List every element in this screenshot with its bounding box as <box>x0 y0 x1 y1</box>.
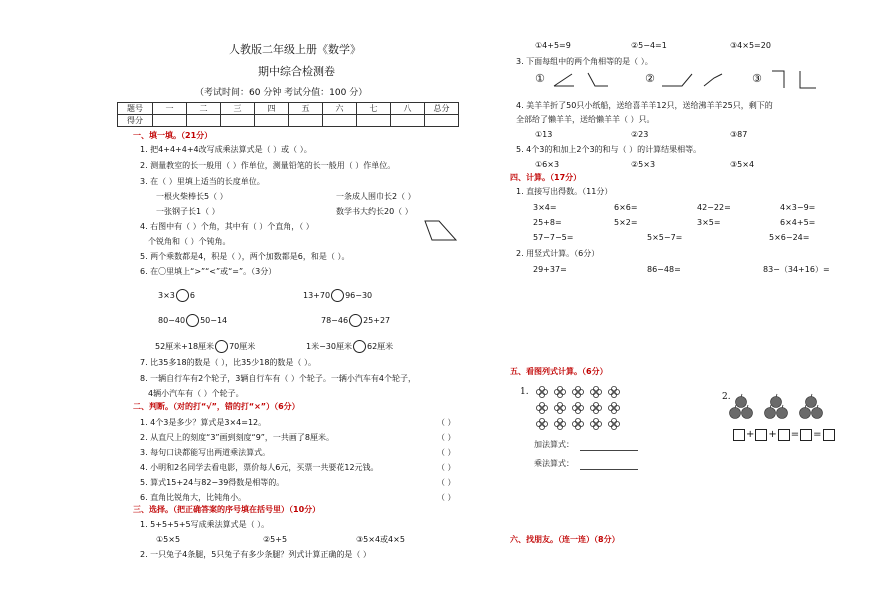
question-1-5: 5. 两个乘数都是4，积是（ ），两个加数都是6，和是（ ）。 <box>140 252 350 261</box>
calc-item: 29+37= <box>533 265 567 274</box>
choice-option: ③5×4 <box>730 160 755 169</box>
compare-right: 62厘米 <box>366 342 394 351</box>
choice-label: ① <box>535 72 545 85</box>
section-5-heading: 五、看图列式计算。（6分） <box>510 367 608 376</box>
judge-item-2: 2. 从直尺上的刻度“3”画到刻度“9”，一共画了8厘米。 <box>140 433 335 442</box>
question-1-2: 2. 测量教室的长一般用（ ）作单位，测量铅笔的长一般用（ ）作单位。 <box>140 161 396 170</box>
question-1-8b: 4辆小汽车有（ ）个轮子。 <box>148 389 244 398</box>
score-cell[interactable] <box>221 115 255 127</box>
choice-option: ①6×3 <box>535 160 560 169</box>
choice-option: ②5−4=1 <box>631 41 667 50</box>
compare-right: 6 <box>189 291 195 300</box>
question-1-3a: 一根火柴棒长5（ ） <box>156 192 228 201</box>
judge-item-6: 6. 直角比锐角大，比钝角小。 <box>140 493 247 502</box>
compare-right: 96−30 <box>345 291 373 300</box>
calc-item: 5×6−24= <box>769 233 810 242</box>
answer-paren[interactable]: （ ） <box>437 418 456 427</box>
exam-info: （考试时间：60 分钟 考试分值：100 分） <box>195 88 368 98</box>
table-cell: 一 <box>153 103 187 115</box>
equals-symbol: = <box>813 429 822 440</box>
answer-box[interactable] <box>823 429 835 441</box>
choice-question-5: 5. 4个3的和加上2个3的和与（ ）的计算结果相等。 <box>516 145 702 154</box>
choice-label: ② <box>645 72 655 85</box>
table-cell: 总分 <box>425 103 459 115</box>
answer-paren[interactable]: （ ） <box>437 433 456 442</box>
choice-option: ②5×3 <box>631 160 656 169</box>
calc-item: 86−48= <box>647 265 681 274</box>
table-cell: 六 <box>323 103 357 115</box>
compare-5 <box>155 340 255 353</box>
answer-box[interactable] <box>800 429 812 441</box>
question-1-7: 7. 比35多18的数是（ ），比35少18的数是（ ）。 <box>140 358 316 367</box>
choice-question-4a: 4. 美羊羊折了50只小纸船，送给喜羊羊12只，送给沸羊羊25只，剩下的 <box>516 101 773 110</box>
table-cell: 三 <box>221 103 255 115</box>
score-cell[interactable] <box>153 115 187 127</box>
compare-right: 70厘米 <box>229 342 256 351</box>
score-cell[interactable] <box>255 115 289 127</box>
choice-option: ①13 <box>535 130 553 139</box>
choice-question-1: 1. 5+5+5+5写成乘法算式是（ ）。 <box>140 520 270 529</box>
choice-option: ②23 <box>631 130 649 139</box>
choice-option: ③87 <box>730 130 748 139</box>
table-cell: 八 <box>391 103 425 115</box>
score-table <box>117 102 459 127</box>
compare-3 <box>158 314 227 327</box>
calc-item: 57−7−5= <box>533 233 574 242</box>
compare-left: 80−40 <box>158 316 186 325</box>
calc-item: 6×6= <box>614 203 638 212</box>
section-3-heading: 三、选择。（把正确答案的序号填在括号里）（10分） <box>133 505 321 514</box>
judge-item-1: 1. 4个3是多少？算式是3×4=12。 <box>140 418 267 427</box>
calc-question-1: 1. 直接写出得数。（11分） <box>516 187 613 196</box>
judge-item-5: 5. 算式15+24与82−39得数是相等的。 <box>140 478 285 487</box>
section-4-heading: 四、计算。（17分） <box>510 173 582 182</box>
question-1-6: 6. 在〇里填上“>”“<”或“=”。（3分） <box>140 267 277 276</box>
choice-label: ③ <box>752 72 762 85</box>
compare-1 <box>158 289 195 302</box>
apple-group-image <box>728 392 828 424</box>
angle-pair-3-icon <box>770 68 820 90</box>
section-6-heading: 六、找朋友。（连一连）（8分） <box>510 535 620 544</box>
calc-item: 42−22= <box>697 203 731 212</box>
question-1-3: 3. 在（ ）里填上适当的长度单位。 <box>140 177 265 186</box>
compare-circle[interactable] <box>331 289 344 302</box>
calc-item: 4×3−9= <box>780 203 816 212</box>
section-1-heading: 一、填一填。（21分） <box>133 131 213 140</box>
page-title: 人教版二年级上册《数学》 <box>229 43 361 56</box>
angle-pair-1-icon <box>550 70 610 88</box>
compare-2 <box>303 289 372 302</box>
table-cell: 四 <box>255 103 289 115</box>
plus-symbol: + <box>746 429 755 440</box>
choice-option: ③5×4或4×5 <box>356 535 405 544</box>
question-1-4a: 4. 右图中有（ ）个角，其中有（ ）个直角，（ ） <box>140 222 314 231</box>
compare-4 <box>321 314 390 327</box>
answer-paren[interactable]: （ ） <box>437 448 456 457</box>
compare-left: 1米−30厘米 <box>306 342 352 351</box>
score-cell[interactable] <box>289 115 323 127</box>
choice-option: ②5+5 <box>263 535 288 544</box>
answer-paren[interactable]: （ ） <box>437 478 456 487</box>
picture-1-label: 1. <box>520 387 529 397</box>
answer-paren[interactable]: （ ） <box>437 463 456 472</box>
compare-left: 52厘米+18厘米 <box>155 342 215 351</box>
choice-option: ①5×5 <box>156 535 181 544</box>
calc-question-2: 2. 用竖式计算。（6分） <box>516 249 600 258</box>
choice-question-3: 3. 下面每组中的两个角相等的是（ ）。 <box>516 57 653 66</box>
compare-circle[interactable] <box>215 340 228 353</box>
score-table-score-row <box>118 115 459 127</box>
page-subtitle: 期中综合检测卷 <box>258 65 335 78</box>
compare-circle[interactable] <box>353 340 366 353</box>
compare-circle[interactable] <box>186 314 199 327</box>
compare-circle[interactable] <box>176 289 189 302</box>
question-1-8a: 8. 一辆自行车有2个轮子，3辆自行车有（ ）个轮子。一辆小汽车有4个轮子， <box>140 374 416 383</box>
table-cell: 题号 <box>118 103 153 115</box>
answer-paren[interactable]: （ ） <box>437 493 456 502</box>
answer-box[interactable] <box>733 429 745 441</box>
section-2-heading: 二、判断。（对的打“√”，错的打“×”）（6分） <box>133 402 300 411</box>
calc-item: 5×5−7= <box>647 233 683 242</box>
answer-box[interactable] <box>778 429 790 441</box>
compare-left: 3×3 <box>158 291 175 300</box>
question-1-3d: 数学书大约长20（ ） <box>336 207 413 216</box>
compare-right: 50−14 <box>200 316 228 325</box>
multiplication-answer-line[interactable] <box>580 461 638 470</box>
choice-option: ③4×5=20 <box>730 41 771 50</box>
score-cell[interactable] <box>323 115 357 127</box>
compare-circle[interactable] <box>349 314 362 327</box>
trapezoid-figure <box>422 220 458 242</box>
question-1-1: 1. 把4+4+4+4改写成乘法算式是（ ）或（ ）。 <box>140 145 312 154</box>
table-cell: 得分 <box>118 115 153 127</box>
compare-6 <box>306 340 393 353</box>
choice-option: ①4+5=9 <box>535 41 571 50</box>
table-cell: 二 <box>187 103 221 115</box>
judge-item-4: 4. 小明和2名同学去看电影，票价每人6元，买票一共要花12元钱。 <box>140 463 379 472</box>
judge-item-3: 3. 每句口诀都能写出两道乘法算式。 <box>140 448 271 457</box>
question-1-4b: 个锐角和（ ）个钝角。 <box>148 237 231 246</box>
compare-right: 25+27 <box>363 316 391 325</box>
addition-label: 加法算式： <box>534 440 574 449</box>
box-equation <box>733 429 835 442</box>
calc-item: 3×4= <box>533 203 557 212</box>
calc-item: 6×4+5= <box>780 218 816 227</box>
calc-item: 83−（34+16）= <box>763 265 830 274</box>
choice-question-2: 2. 一只兔子4条腿，5只兔子有多少条腿？列式计算正确的是（ ） <box>140 550 371 559</box>
addition-answer-line[interactable] <box>580 442 638 451</box>
score-cell[interactable] <box>391 115 425 127</box>
question-1-3b: 一条成人围巾长2（ ） <box>336 192 416 201</box>
calc-item: 3×5= <box>697 218 721 227</box>
table-cell: 七 <box>357 103 391 115</box>
picture-2-label: 2. <box>722 392 731 402</box>
answer-box[interactable] <box>755 429 767 441</box>
question-1-3c: 一张钢子长1（ ） <box>156 207 220 216</box>
equals-symbol: = <box>790 429 800 440</box>
table-cell: 五 <box>289 103 323 115</box>
choice-question-4b: 全部给了懒羊羊，送给懒羊羊（ ）只。 <box>516 115 655 124</box>
score-cell[interactable] <box>425 115 459 127</box>
calc-item: 25+8= <box>533 218 562 227</box>
compare-left: 78−46 <box>321 316 349 325</box>
score-table-header-row <box>118 103 459 115</box>
multiplication-label: 乘法算式： <box>534 459 574 468</box>
score-cell[interactable] <box>187 115 221 127</box>
angle-pair-2-icon <box>660 70 724 88</box>
plus-symbol: + <box>768 429 777 440</box>
compare-left: 13+70 <box>303 291 331 300</box>
score-cell[interactable] <box>357 115 391 127</box>
calc-item: 5×2= <box>614 218 638 227</box>
flower-group-image <box>534 384 630 432</box>
